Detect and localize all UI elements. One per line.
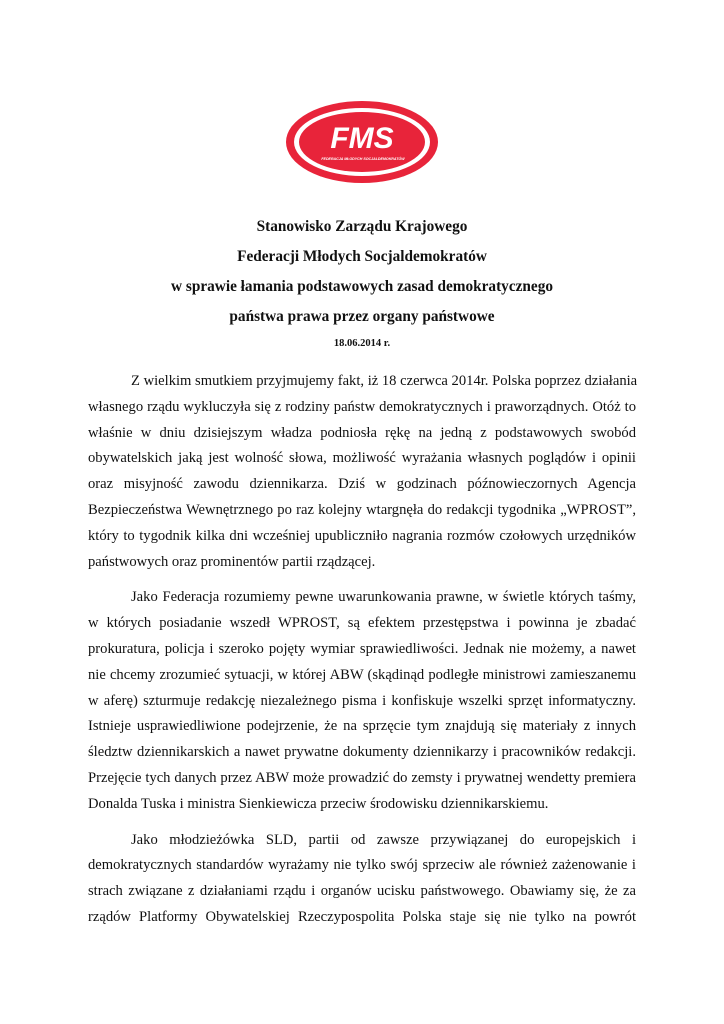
paragraph-line: w aferę) szturmuje redakcję niezależnego pisma i konfiskuje wszelki sprzęt informatyczny. <box>88 692 636 709</box>
statement-body <box>88 369 636 941</box>
paragraph-line: obywatelskich jaką jest wolność słowa, możliwość wyrażania własnych poglądów i opinii <box>88 450 636 467</box>
paragraph-line: Bezpieczeństwa Wewnętrznego po raz kolejny wtargnęła do redakcji tygodnika „WPROST”, <box>88 501 636 518</box>
paragraph-line: Przejęcie tych danych przez ABW może prowadzić do zemsty i prywatnej wendetty premiera <box>88 769 636 786</box>
header-title-line-1: Stanowisko Zarządu Krajowego <box>256 218 468 235</box>
paragraph-line: oraz misyjność zawodu dziennikarza. Dziś w godzinach późnowieczornych Agencja <box>88 476 636 493</box>
paragraph-3 <box>88 828 636 931</box>
paragraph-line: państwowych oraz prominentów partii rządzącej. <box>88 553 376 570</box>
paragraph-line: Donalda Tuska i ministra Sienkiewicza przeciw środowisku dziennikarskiemu. <box>88 795 549 812</box>
header-title-line-4: państwa prawa przez organy państwowe <box>229 308 495 325</box>
fms-logo <box>285 100 439 184</box>
paragraph-line: w których posiadanie wszedł WPROST, są efektem przestępstwa i powinna je zbadać <box>88 615 636 632</box>
paragraph-line: własnego rządu wykluczyła się z rodziny państw demokratycznych i praworządnych. Otóż to <box>88 398 636 415</box>
paragraph-line: Istnieje usprawiedliwione podejrzenie, że na sprzęcie tym znajdują się materiały z innych <box>88 718 636 735</box>
paragraph-line: który to tygodnik kilka dni wcześniej upubliczniło nagrania rozmów czołowych urzędników <box>88 527 636 544</box>
paragraph-line: strach związane z działaniami rządu i organów ucisku państwowego. Obawiamy się, że za <box>88 883 636 900</box>
paragraph-line: rządów Platformy Obywatelskiej Rzeczypospolita Polska staje się nie tylko na powrót <box>88 908 636 925</box>
paragraph-line: Z wielkim smutkiem przyjmujemy fakt, iż 18 czerwca 2014r. Polska poprzez działania <box>131 373 638 389</box>
paragraph-line: Jako Federacja rozumiemy pewne uwarunkowania prawne, w świetle których taśmy, <box>131 589 636 606</box>
paragraph-line: demokratycznych standardów wyrażamy nie tylko swój sprzeciw ale również zażenowanie i <box>88 857 636 874</box>
statement-header <box>80 212 644 354</box>
statement-date: 18.06.2014 r. <box>333 338 391 349</box>
paragraph-line: śledztw dziennikarskich a nawet prywatne dokumenty dziennikarzy i pracowników redakcji. <box>88 744 636 761</box>
paragraph-line: nie chcemy zrozumieć sytuacji, w której ABW (skądinąd podległe ministrowi zamieszanemu <box>88 666 636 683</box>
paragraph-line: Jako młodzieżówka SLD, partii od zawsze przywiązanej do europejskich i <box>131 831 636 848</box>
logo-text: FMS <box>330 122 394 155</box>
paragraph-line: prokuratura, policja i szeroko pojęty wymiar sprawiedliwości. Jednak nie możemy, a nawet <box>88 640 636 657</box>
paragraph-line: właśnie w dniu dzisiejszym władza podniosła rękę na jedną z podstawowych swobód <box>88 424 636 441</box>
paragraph-2 <box>88 585 636 817</box>
paragraph-1 <box>88 369 636 575</box>
header-title-line-2: Federacji Młodych Socjaldemokratów <box>237 248 487 265</box>
logo-subtext: FEDERACJA MŁODYCH SOCJALDEMOKRATÓW <box>321 157 405 161</box>
header-title-line-3: w sprawie łamania podstawowych zasad demokratycznego <box>171 278 553 295</box>
